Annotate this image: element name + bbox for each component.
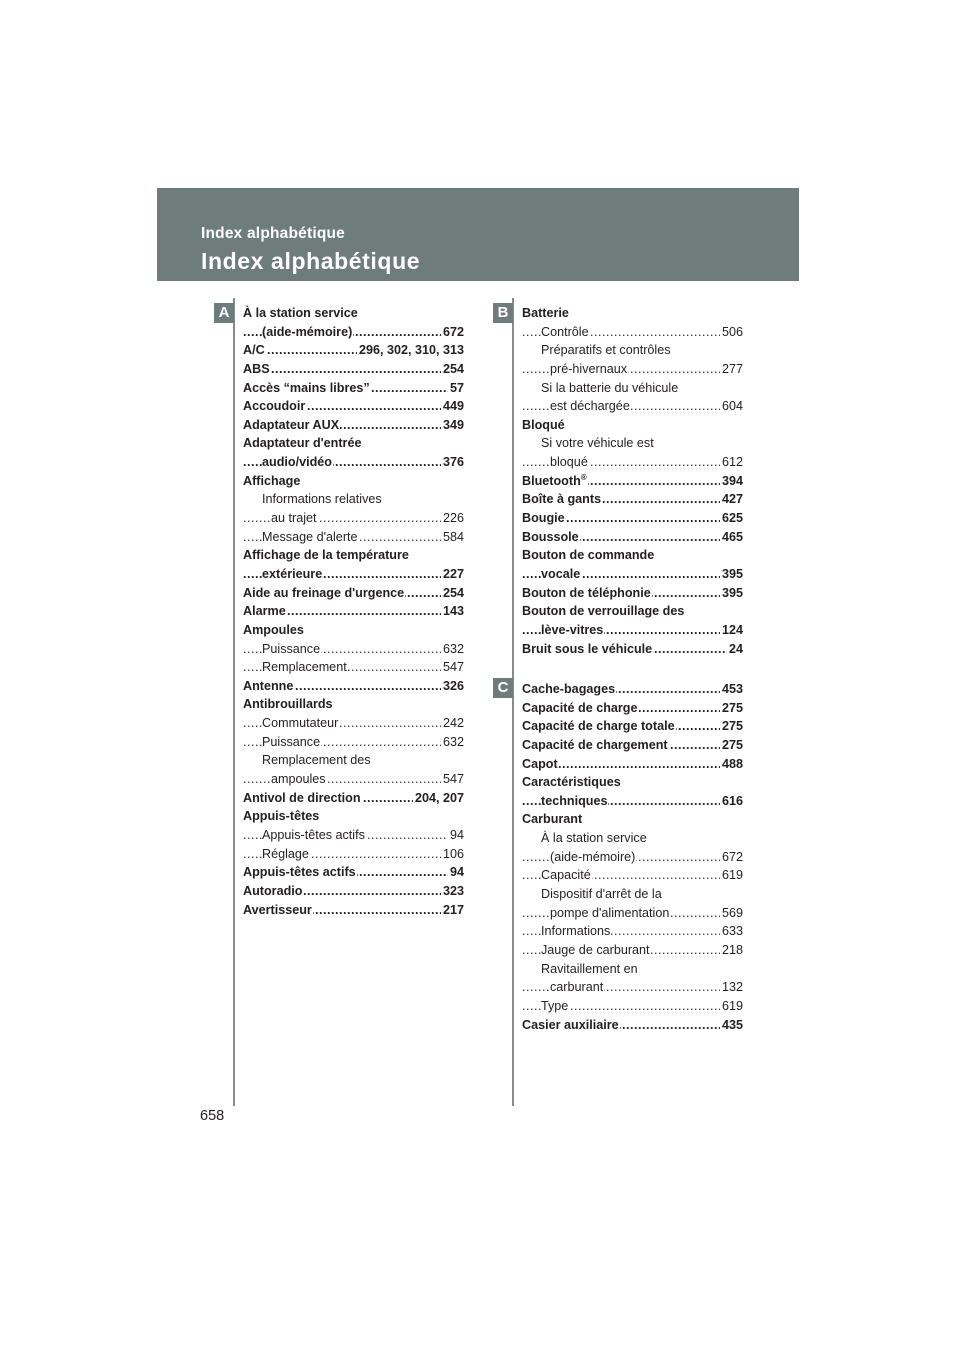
index-entry — [522, 960, 743, 979]
entry-text: pompe d'alimentation — [550, 905, 670, 920]
index-entry — [522, 680, 743, 699]
index-entry — [522, 323, 743, 342]
index-entry — [522, 360, 743, 379]
index-entry — [243, 323, 464, 342]
index-entry — [243, 304, 464, 323]
entry-page: 94 — [448, 863, 464, 882]
page-header — [157, 188, 799, 281]
entry-text: vocale — [541, 566, 581, 581]
entry-page: 547 — [441, 658, 464, 677]
entry-text: Contrôle — [541, 324, 589, 339]
entry-text: Dispositif d'arrêt de la — [541, 887, 662, 902]
entry-page: 395 — [720, 584, 743, 603]
entry-text: Casier auxiliaire — [522, 1017, 619, 1032]
entry-text: Autoradio — [243, 883, 303, 898]
column-divider-right — [512, 298, 514, 1106]
index-entry — [522, 1016, 743, 1035]
entry-text: Aide au freinage d'urgence — [243, 585, 405, 600]
index-entry — [522, 829, 743, 848]
index-entry — [522, 379, 743, 398]
entry-text: Bouton de commande — [522, 548, 655, 563]
index-entry — [522, 416, 743, 435]
index-entry — [243, 807, 464, 826]
index-entry — [522, 792, 743, 811]
index-entry — [243, 658, 464, 677]
entry-text: Type — [541, 998, 569, 1013]
entry-page: 226 — [441, 509, 464, 528]
index-entry — [243, 509, 464, 528]
index-entry — [243, 863, 464, 882]
entry-text: Accoudoir — [243, 399, 306, 414]
entry-text: Ravitaillement en — [541, 961, 638, 976]
index-entry — [243, 789, 464, 808]
entry-text: Capacité de chargement — [522, 737, 668, 752]
index-entry — [522, 848, 743, 867]
index-entry — [522, 717, 743, 736]
index-entry — [522, 434, 743, 453]
entry-text: Appuis-têtes — [243, 809, 320, 824]
index-entry — [243, 584, 464, 603]
entry-text: A/C — [243, 343, 265, 358]
entry-text: Avertisseur — [243, 902, 312, 917]
index-column-a — [243, 304, 464, 919]
entry-page: 612 — [720, 453, 743, 472]
entry-page: 376 — [441, 453, 464, 472]
index-entry — [243, 472, 464, 491]
entry-text: Cache-bagages — [522, 682, 616, 696]
entry-text: Préparatifs et contrôles — [541, 343, 671, 358]
index-entry — [243, 416, 464, 435]
entry-text: Capacité de charge totale — [522, 719, 675, 734]
index-entry — [522, 584, 743, 603]
index-entry — [243, 360, 464, 379]
section-letter-b: B — [493, 303, 513, 323]
entry-page: 242 — [441, 714, 464, 733]
entry-page: 619 — [720, 866, 743, 885]
header-subtitle: Index alphabétique — [201, 225, 345, 242]
entry-page: 218 — [720, 941, 743, 960]
entry-text: Réglage — [262, 846, 309, 861]
entry-text: est déchargée — [550, 399, 630, 414]
index-entry — [522, 565, 743, 584]
entry-page: 94 — [448, 826, 464, 845]
index-entry — [243, 621, 464, 640]
index-entry — [243, 770, 464, 789]
entry-page: 227 — [441, 565, 464, 584]
entry-page: 394 — [720, 472, 743, 491]
index-entry — [243, 602, 464, 621]
index-entry — [243, 379, 464, 398]
entry-text: Boussole — [522, 529, 579, 544]
index-entry — [243, 434, 464, 453]
entry-text: Affichage — [243, 473, 301, 488]
index-entry — [522, 885, 743, 904]
index-entry — [522, 773, 743, 792]
index-entry — [522, 602, 743, 621]
index-entry — [522, 509, 743, 528]
index-entry — [243, 882, 464, 901]
entry-page: 349 — [441, 416, 464, 435]
index-entry — [243, 901, 464, 920]
entry-text: Adaptateur AUX — [243, 417, 340, 432]
entry-page: 277 — [720, 360, 743, 379]
index-entry — [243, 640, 464, 659]
entry-text: Si la batterie du véhicule — [541, 380, 679, 395]
entry-page: 427 — [720, 490, 743, 509]
entry-page: 465 — [720, 528, 743, 547]
index-entry — [243, 490, 464, 509]
entry-text: Puissance — [262, 734, 321, 749]
index-entry — [243, 751, 464, 770]
entry-page: 395 — [720, 565, 743, 584]
entry-page: 275 — [720, 736, 743, 755]
entry-page: 619 — [720, 997, 743, 1016]
index-entry — [522, 755, 743, 774]
index-entry — [522, 699, 743, 718]
entry-page: 124 — [720, 621, 743, 640]
index-entry — [522, 997, 743, 1016]
index-entry — [243, 397, 464, 416]
index-column-c — [522, 680, 743, 1034]
header-title: Index alphabétique — [201, 248, 421, 274]
entry-text: Appuis-têtes actifs — [243, 865, 356, 880]
entry-page: 506 — [720, 323, 743, 342]
entry-text: À la station service — [243, 306, 358, 320]
entry-page: 106 — [441, 845, 464, 864]
index-entry — [522, 941, 743, 960]
index-entry — [243, 453, 464, 472]
entry-page: 132 — [720, 978, 743, 997]
index-entry — [522, 528, 743, 547]
entry-text: ampoules — [271, 772, 326, 787]
index-entry — [243, 695, 464, 714]
entry-text: (aide-mémoire) — [550, 849, 636, 864]
entry-page: 254 — [441, 584, 464, 603]
entry-page: 296, 302, 310, 313 — [357, 341, 464, 360]
index-entry — [522, 810, 743, 829]
entry-page: 632 — [441, 733, 464, 752]
entry-text: Caractéristiques — [522, 775, 621, 790]
entry-text: Accès “mains libres” — [243, 380, 370, 395]
entry-text: (aide-mémoire) — [262, 324, 353, 339]
entry-text: Bouton de téléphonie — [522, 585, 651, 600]
entry-text: Bougie — [522, 511, 565, 526]
section-letter-c: C — [493, 678, 513, 698]
index-entry — [522, 904, 743, 923]
entry-text: Antenne — [243, 678, 294, 693]
entry-text: Appuis-têtes actifs — [262, 827, 365, 842]
index-entry — [522, 866, 743, 885]
entry-page: 24 — [727, 640, 743, 659]
entry-text: bloqué — [550, 455, 588, 470]
entry-text: carburant — [550, 980, 604, 995]
entry-text: Jauge de carburant — [541, 942, 650, 957]
index-column-b — [522, 304, 743, 658]
entry-text: Boîte à gants — [522, 492, 602, 507]
section-letter-a: A — [214, 303, 234, 323]
entry-text: Bloqué — [522, 417, 565, 432]
entry-text: techniques — [541, 793, 608, 808]
index-entry — [522, 304, 743, 323]
entry-page: 547 — [441, 770, 464, 789]
index-entry — [522, 453, 743, 472]
entry-text: Capot — [522, 756, 558, 771]
entry-page: 616 — [720, 792, 743, 811]
entry-page: 204, 207 — [413, 789, 464, 808]
entry-page: 254 — [441, 360, 464, 379]
entry-text: Capacité de charge — [522, 700, 638, 715]
entry-text: pré-hivernaux — [550, 361, 628, 376]
index-entry — [522, 736, 743, 755]
entry-page: 569 — [720, 904, 743, 923]
index-entry — [243, 845, 464, 864]
entry-page: 435 — [720, 1016, 743, 1035]
entry-page: 625 — [720, 509, 743, 528]
entry-text: Affichage de la température — [243, 548, 409, 563]
entry-page: 323 — [441, 882, 464, 901]
entry-text: au trajet — [271, 511, 317, 526]
entry-page: 217 — [441, 901, 464, 920]
index-entry — [522, 397, 743, 416]
entry-text: audio/vidéo — [262, 455, 332, 470]
entry-text: extérieure — [262, 566, 323, 581]
entry-page: 143 — [441, 602, 464, 621]
page-number: 658 — [200, 1108, 225, 1124]
entry-page: 672 — [720, 848, 743, 867]
entry-page: 326 — [441, 677, 464, 696]
entry-page: 488 — [720, 755, 743, 774]
entry-text: Bruit sous le véhicule — [522, 641, 653, 656]
entry-page: 632 — [441, 640, 464, 659]
entry-text: lève-vitres — [541, 622, 604, 637]
index-entry — [522, 640, 743, 659]
entry-text: ABS — [243, 361, 270, 376]
entry-text: Carburant — [522, 812, 583, 827]
entry-text: Informations relatives — [262, 492, 382, 507]
entry-text: Message d'alerte — [262, 529, 358, 544]
entry-text: Batterie — [522, 306, 569, 320]
index-entry — [243, 733, 464, 752]
index-entry — [243, 528, 464, 547]
index-entry — [522, 341, 743, 360]
entry-text: Alarme — [243, 604, 286, 619]
entry-page: 604 — [720, 397, 743, 416]
index-entry — [243, 677, 464, 696]
entry-page: 453 — [720, 680, 743, 699]
column-divider-left — [233, 298, 235, 1106]
entry-text: Informations — [541, 924, 611, 939]
index-entry — [243, 565, 464, 584]
entry-text: Adaptateur d'entrée — [243, 436, 362, 451]
index-entry — [522, 922, 743, 941]
entry-text: Puissance — [262, 641, 321, 656]
entry-text: Remplacement — [262, 660, 347, 675]
index-entry — [522, 472, 743, 491]
index-entry — [522, 546, 743, 565]
entry-page: 449 — [441, 397, 464, 416]
index-entry — [522, 490, 743, 509]
entry-text: Bouton de verrouillage des — [522, 604, 685, 619]
index-entry — [243, 826, 464, 845]
index-entry — [522, 621, 743, 640]
entry-text: Antivol de direction — [243, 790, 361, 805]
entry-text: Remplacement des — [262, 753, 371, 768]
entry-page: 275 — [720, 699, 743, 718]
entry-page: 57 — [448, 379, 464, 398]
index-entry — [522, 978, 743, 997]
index-entry — [243, 546, 464, 565]
entry-page: 584 — [441, 528, 464, 547]
entry-text: Ampoules — [243, 622, 304, 637]
entry-page: 672 — [441, 323, 464, 342]
entry-text: Capacité — [541, 868, 591, 883]
entry-text: Bluetooth® — [522, 472, 587, 488]
index-entry — [243, 341, 464, 360]
entry-page: 633 — [720, 922, 743, 941]
entry-text: À la station service — [541, 831, 647, 846]
entry-text: Commutateur — [262, 716, 339, 731]
entry-text: Antibrouillards — [243, 697, 333, 712]
index-entry — [243, 714, 464, 733]
leader-dots — [243, 360, 464, 379]
entry-text: Si votre véhicule est — [541, 436, 654, 451]
entry-page: 275 — [720, 717, 743, 736]
